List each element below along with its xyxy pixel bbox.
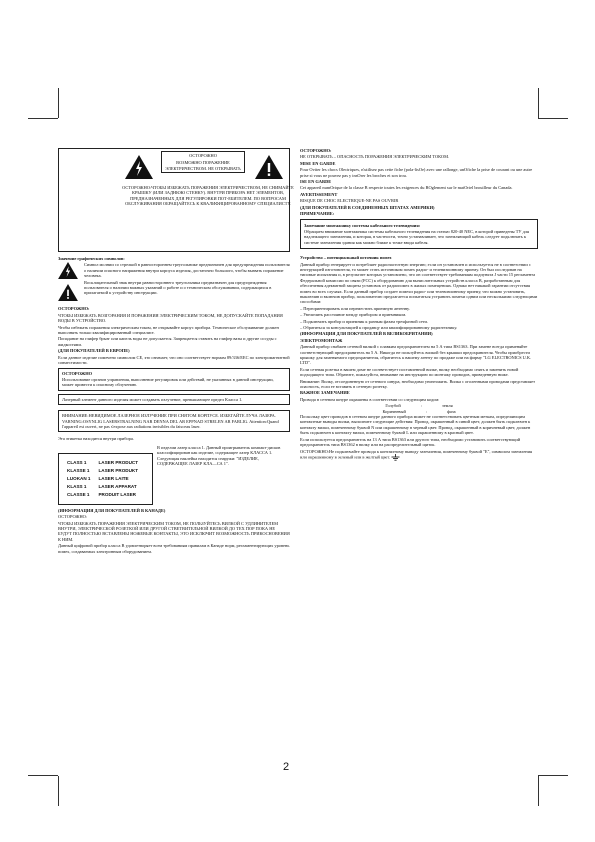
laser-class: KLASS 1 bbox=[67, 483, 87, 489]
caution-heading: ОСТОРОЖНО: bbox=[300, 148, 332, 153]
laser-product: LASER PRODUKT bbox=[98, 467, 139, 473]
caution-caps: НЕ ОТКРЫВАТЬ – ОПАСНОСТЬ ПОРАЖЕНИЯ ЭЛЕКТРИЧЕСКИМ ТОКОМ. bbox=[300, 154, 450, 160]
avert-heading: AVERTISSEMENT bbox=[300, 191, 338, 197]
ground-warning-text bbox=[300, 449, 538, 461]
warning-footer: ОСТОРОЖНО:ЧТОБЫ ИЗБЕЖАТЬ ПОРАЖЕНИЯ ЭЛЕКТРИЧЕСТВОМ, НЕ СНИМАЙТЕ КРЫШКУ (ИЛИ ЗАДНЮЮ СТЕНКУ). ВНУТРИ ПРИБОРА НЕТ ЭЛЕМЕНТОВ, ПРЕДНАЗНАЧЕННЫХ ДЛЯ РЕГУЛИРОВКИ ПОТ-ЕБИТЕЛЕМ. ПО ВОПРОСАМ ОБСЛУЖИВАНИЯ ОБРАЩАЙТЕСЬ К КВАЛИФИЦИРОВАННОМУ СПЕЦИАЛИСТУ. bbox=[122, 185, 294, 207]
wire-role: земля bbox=[441, 403, 453, 409]
crop-mark bbox=[28, 118, 58, 119]
radio-heading: Устройство – потенциальный источник помех bbox=[300, 255, 392, 261]
laser-warning-box bbox=[58, 410, 290, 432]
caution-text: ВОЗМОЖНО ПОРАЖЕНИЕ ЭЛЕКТРИЧЕСТВОМ. НЕ ОТКРЫВАТЬ bbox=[165, 160, 241, 171]
caution-heading: ОСТОРОЖНО: bbox=[58, 306, 90, 312]
symbol-exclamation-text: Восклицательный знак внутри равностороннего треугольника предназначен для предупреждения пользователя о наличии важных указаний о работе и о техническом обслуживании, содержащихся в прилагаемой к устройству инструкции. bbox=[84, 279, 272, 296]
wiring-text: Поскольку цвет проводов в сетевом шнуре данного прибора может не соответствовать цветным меткам, определяющим контактные выводы вилки, выполните следующие действия: Провод, окрашенный в синий цвет, должен быть подключен к контакту вилки, помеченному буквой N или окрашенному в черный цвет. Провод, окрашенный в коричневый цвет, должен быть подключен к контакту вилки, помеченному буквой L или окрашенному в красный цвет. bbox=[300, 414, 531, 436]
shock-warning-box bbox=[58, 148, 294, 252]
lightning-warning-icon bbox=[125, 155, 153, 179]
europe-text: Если данное изделие помечено символом CE, это означает, что оно соответствует нормам 89/336/EEC по электромагнитной совместимости. bbox=[58, 354, 290, 366]
crop-mark bbox=[58, 776, 59, 806]
ise-text: Cet appareil numOrique de la classe B respecte toutes les exigences du ROglement sur le matOriel brouilleur du Canada. bbox=[300, 185, 513, 191]
canada-caution: ОСТОРОЖНО: bbox=[58, 514, 87, 520]
uk-heading: (ИНФОРМАЦИЯ ДЛЯ ПОКУПАТЕЛЕЙ В ВЕЛИКОБРИТАНИИ) bbox=[300, 331, 433, 337]
crop-mark bbox=[538, 775, 568, 776]
laser-class: CLASSE 1 bbox=[67, 491, 90, 497]
wire-sep: : bbox=[425, 408, 428, 414]
caution-caps: ЧТОБЫ ИЗБЕЖАТЬ ВОЗГОРАНИЯ И ПОРАЖЕНИЯ ЭЛЕКТРИЧЕСКИМ ТОКОМ, НЕ ДОПУСКАЙТЕ ПОПАДАНИЯ ВОДЫ В УСТРОЙСТВО. bbox=[58, 312, 283, 324]
laser-product: LASER APPARAT bbox=[98, 483, 137, 489]
note-heading: ПРИМЕЧАНИЕ: bbox=[300, 211, 335, 217]
list-item: – Подключить прибор и приемник к разным фазам трехфазной сети. bbox=[300, 318, 428, 324]
canada-text: Данный цифровой прибор класса B удовлетворяет всем требованиям правилам в Канаде норм, регламентирующих уровень помех, создаваемых электронным оборудованием. bbox=[58, 543, 290, 554]
caution-box-title: ОСТОРОЖНО bbox=[62, 371, 93, 377]
page-number: 2 bbox=[283, 761, 290, 773]
important-text: Провода в сетевом шнуре окрашены в соответствии со следующим кодом: bbox=[300, 396, 440, 402]
crop-mark bbox=[28, 775, 58, 776]
usa-heading: (ДЛЯ ПОКУПАТЕЛЕЙ В СОЕДИНЕННЫХ ШТАТАХ АМЕРИКИ) bbox=[300, 204, 435, 210]
europe-heading: (ДЛЯ ПОКУПАТЕЛЕЙ В ЕВРОПЕ) bbox=[58, 348, 130, 354]
crop-mark bbox=[538, 776, 539, 806]
crop-mark bbox=[58, 88, 59, 118]
laser-product: LASER PRODUCT bbox=[98, 459, 139, 465]
list-item: – Обратиться за консультацией к продавцу или квалифицированному радиотехнику. bbox=[300, 324, 458, 330]
laser-class-label bbox=[58, 453, 153, 505]
laser-class: CLASS 1 bbox=[67, 459, 87, 465]
sticker-note: Эта этикетка находится внутри прибора. bbox=[58, 436, 134, 442]
uk-text-2: Если сетевая розетка в вашем доме не соответствует поставленной вилке, вилку необходимо снять и заменить новой подходящего типа. Обратите, пожалуйста, внимание на инструкцию по монтажу проводов, приведенную ниже. bbox=[300, 366, 519, 378]
catv-note-text: Обращаем внимание монтажника системы кабельного телевидения на статью 820-40 NEC, в которой приведены ТУ для надлежащего заземления, и которая, в частности, точно устанавливает, что заземляющий кабель следует подключать к системе заземления здания как можно ближе к точке ввода кабеля. bbox=[304, 228, 530, 245]
caution-title: ОСТОРОЖНО bbox=[189, 153, 217, 158]
lightning-warning-icon bbox=[58, 262, 78, 279]
fuse-text: Если используется предохранитель на 13 А типа BS1363 или другого типа, необходимо установить соответствующий предохранитель типа BS1362 в вилку или на распределительный щиток. bbox=[300, 436, 521, 448]
canada-heading: (ИНФОРМАЦИЯ ДЛЯ ПОКУПАТЕЛЕЙ В КАНАДЕ) bbox=[58, 507, 166, 513]
symbol-lightning-text: Символ молнии со стрелкой в равностороннем треугольнике предназначен для предупреждения пользователя о наличии опасного напряжения внутри корпуса изделия, достаточно большого, чтобы вызвать поражение человека. bbox=[84, 262, 290, 279]
laser-warning-text: ВНИМАНИЕ:НЕВИДИМОЕ ЛАЗЕРНОЕ ИЗЛУЧЕНИЕ ПРИ СНЯТОМ КОРПУСЕ. ИЗБЕГАЙТЕ ЛУЧА ЛАЗЕРА. VARNING:OSYNLIG LASERSTRALNING NAR DENNA DEL AR EPPNAD STRELEN AR FARLIG. Attention:Quand l'appareil est ouvert, ne pas s'expose aux radiations invisibles du faisceau laser. bbox=[62, 413, 279, 429]
list-item: – Переориентировать или переместить приемную антенну. bbox=[300, 305, 410, 311]
laser-notice-text: Лазерный элемент данного изделия может создавать излучение, превышающее предел Класса 1. bbox=[62, 396, 243, 402]
symbols-title: Значение графических символов: bbox=[58, 256, 125, 261]
left-column bbox=[58, 148, 294, 555]
wire-sep: : bbox=[420, 403, 422, 409]
wire-color: Коричневый bbox=[382, 408, 406, 414]
laser-product: LASER LAITE bbox=[98, 475, 129, 481]
uk-text: Данный прибор снабжен сетевой вилкой с плавким предохранителем на 5 А типа BS1363. При замене всегда применяйте соответствующий предохранитель на 5 А. Никогда не пользуйтесь вилкой без крышки предохранителя. Чтобы приобрести крышку для заменяемого предохранителя, обратитесь к вашему агенту по продаже или на фирму "LG ELECTRONICS U.K. LTD". bbox=[300, 344, 532, 366]
important-heading: ВАЖНОЕ ЗАМЕЧАНИЕ bbox=[300, 390, 350, 396]
caution-text: Чтобы избежать поражения электрическим током, не открывайте корпус прибора. Техническое обслуживание должен выполнять только квалифицированный специалист. bbox=[58, 324, 279, 336]
crop-mark bbox=[538, 88, 539, 118]
mise-text: Pour Oviter les chocs Olectriques, n'utilisez pas cette fiche (pola-lisOe) avec une rallonge, unOfiche la prise de courant ou une autre prise si vous ne pouvez pas y insOrer les broches et son trou. bbox=[300, 167, 533, 178]
canada-caps: ЧТОБЫ ИЗБЕЖАТЬ ПОРАЖЕНИЯ ЭЛЕКТРИЧЕСКИМ ТОКОМ, НЕ ПОЛЬЗУЙТЕСЬ ВИЛКОЙ С УДЛИНИТЕЛЕМ ВНУТРИ, ЭЛЕКТРИЧЕСКОЙ РОЗЕТКОЙ ИЛИ ДРУГОЙ СТВЕТВИТЕЛЬНОЙ ВИЛКОЙ ДО ТЕХ ПОР ПОКА НЕ БУДУТ ПОЛНОСТЬЮ ВСТАВЛЕНЫ НОЖЕВЫЕ КОНТАКТЫ, ЭТО ИСКЛЮЧИТ ВОЗМОЖНОСТЬ ПРИКОСНОВЕНИЯ К НИМ. bbox=[58, 520, 290, 542]
exclamation-warning-icon bbox=[58, 284, 78, 301]
laser-class-text: В изделии лазер класса 1. Данный проигрыватель компакт-дисков классифицирован как изделие, содержащее лазер КЛАССА 1. Следующая наклейка находится снаружи: "ИЗДЕЛИЕ, СОДЕРЖАЩЕЕ ЛАЗЕР КЛА—СА 1". bbox=[157, 444, 281, 466]
catv-note-box bbox=[300, 219, 538, 249]
caution-text-2: Попадание на глифер брызг или капель воды не допускается. Запрещается ставить на глифер вазы и другие сосуды с жидкостями. bbox=[58, 336, 277, 347]
laser-class: LUOKAN 1 bbox=[67, 475, 91, 481]
ground-icon bbox=[391, 454, 400, 461]
right-column bbox=[300, 148, 538, 462]
laser-product: PRODUIT LASER bbox=[98, 491, 137, 497]
caution-box-text: Использование органов управления, выполнение регулировок или действий, не указанных в данной инструкции, может привести к опасному облучению. bbox=[62, 376, 274, 388]
ground-warning-label: ОСТОРОЖНО:Не подключайте провода к контактному выводу заземления, помеченному буквой "E", символом заземления или окрашенному в зеленый или в желтый цвет. bbox=[300, 448, 533, 460]
wire-color: Голубой bbox=[385, 403, 401, 409]
caution-box bbox=[58, 368, 290, 390]
wire-role: фаза bbox=[447, 408, 456, 414]
ise-heading: ISE EN GARDE bbox=[300, 179, 332, 185]
uk-warning: Внимание: Вилку, отсоединенную от сетевого шнура, необходимо уничтожить. Вилка с оголенными проводами представляет опасность, если ее вставить в сетевую розетку. bbox=[300, 378, 536, 390]
exclamation-warning-icon bbox=[255, 155, 283, 179]
crop-mark bbox=[538, 118, 568, 119]
radio-text: Данный прибор генерирует и потребляет радиочастотную энергию; если он установлен и используется не в соответствии с инструкцией изготовителя, то может стать источником помех радио- и телевизионному приему. Он был исследован на типовые испытания и, в результате которых установлено, что он соответствует требованиям подпункта J части 15 регламента Федеральной комиссии по связи (FCC) к оборудованию для вычислительных устройств класса B, разработанным для обеспечения адекватной защиты установок от радиопомех в жилых помещениях. Однако нет никакой гарантии отсутствия помех во всех случаях. Если данный прибор создает помехи радио- или телевизионному приему, что можно установить, выключив и включив прибор, пользователю предлагается попытаться устранить помехи одним или несколькими следующими способами: bbox=[300, 261, 538, 305]
laser-notice-box bbox=[58, 394, 290, 405]
laser-class: KLASSE 1 bbox=[67, 467, 90, 473]
catv-note-title: Замечание монтажнику системы кабельного телевидения: bbox=[304, 223, 421, 229]
uk-subheading: ЭЛЕКТРОМОНТАЖ bbox=[300, 337, 343, 343]
mise-heading: MISE EN GARDE bbox=[300, 160, 336, 166]
list-item: – Увеличить расстояние между прибором и приемником. bbox=[300, 312, 407, 318]
avert-text: RISQUE DE CHOC ELECTRIQUE-NE PAS OUVRIR bbox=[300, 198, 399, 204]
